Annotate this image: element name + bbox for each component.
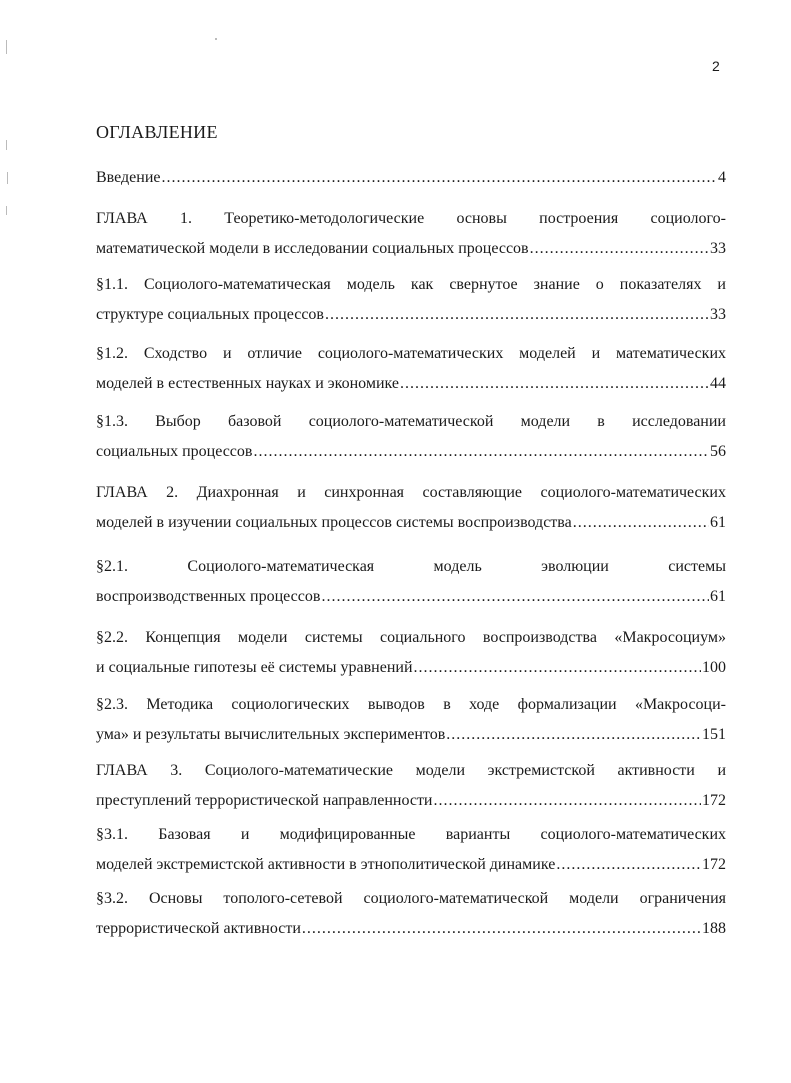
toc-page-number: 100 [702,659,726,676]
toc-line [96,582,726,612]
toc-page-number: 61 [710,514,726,531]
dot-leader [434,786,702,816]
dot-leader [446,720,701,750]
toc-entry-text: ГЛАВА 2. Диахронная и синхронная составляющие социолого-математических [96,484,726,501]
toc-page-number: 151 [702,726,726,743]
toc-entry-text: §2.3. Методика социологических выводов в ходе формализации «Макросоци- [96,696,726,713]
toc-entry-text: математической модели в исследовании социальных процессов [96,240,529,257]
toc-page-number: 188 [702,920,726,937]
toc-line [96,653,726,683]
toc-entry-text: социальных процессов [96,443,253,460]
toc-entry-text: §3.2. Основы тополого-сетевой социолого-математической модели ограничения [96,890,726,907]
toc-entry-section-1-2 [96,339,726,399]
toc-page-number: 56 [710,443,726,460]
toc-entry-text: §1.1. Социолого-математическая модель как свернутое знание о показателях и [96,276,726,293]
toc-entry-text: §1.3. Выбор базовой социолого-математической модели в исследовании [96,413,726,430]
toc-entry-text: террористической активности [96,920,301,937]
toc-entry-text: моделей в естественных науках и экономике [96,375,400,392]
toc-entry-text: ГЛАВА 1. Теоретико-методологические основы построения социолого- [96,210,726,227]
toc-line [96,720,726,750]
toc-entry-section-2-1 [96,552,726,612]
toc-entry-text: моделей в изучении социальных процессов системы воспроизводства [96,514,572,531]
scan-artifact [7,172,8,184]
toc-entry-section-1-3 [96,407,726,467]
toc-entry-text: моделей экстремистской активности в этнополитической динамике [96,856,556,873]
dot-leader [325,300,709,330]
page-number: 2 [712,58,720,74]
toc-entry-text: Введение [96,169,161,186]
dot-leader [321,582,709,612]
toc-line [96,437,726,467]
toc-entry-text: §3.1. Базовая и модифицированные варианты социолого-математических [96,826,726,843]
dot-leader [530,234,709,264]
toc-entry-chapter-2 [96,478,726,538]
toc-entry-chapter-1 [96,204,726,264]
toc-entry-text: структуре социальных процессов [96,306,324,323]
toc-line [96,163,726,193]
toc-page-number: 172 [702,792,726,809]
toc-entry-section-1-1 [96,270,726,330]
toc-entry-section-2-3 [96,690,726,750]
toc-entry-section-3-1 [96,820,726,880]
toc-page-number: 172 [702,856,726,873]
toc-title: ОГЛАВЛЕНИЕ [96,122,218,142]
toc-line [96,369,726,399]
toc-page-number: 4 [718,169,726,186]
toc-line [96,914,726,944]
toc-page-number: 44 [710,375,726,392]
dot-leader [400,369,709,399]
toc-entry-text: воспроизводственных процессов [96,588,321,605]
dot-leader [253,437,709,467]
toc-line [96,234,726,264]
dot-leader [162,163,718,193]
toc-entry-text: §2.1. Социолого-математическая модель эволюции системы [96,558,726,575]
toc-entry-section-3-2 [96,884,726,944]
dot-leader [302,914,701,944]
scan-artifact [6,40,7,54]
toc-entry-text: преступлений террористической направленности [96,792,433,809]
toc-line [96,300,726,330]
toc-entry-text: §2.2. Концепция модели системы социального воспроизводства «Макросоциум» [96,629,726,646]
toc-page-number: 33 [710,240,726,257]
toc-entry-section-2-2 [96,623,726,683]
toc-page-number: 33 [710,306,726,323]
toc-entry-text: §1.2. Сходство и отличие социолого-математических моделей и математических [96,345,726,362]
toc-entry-text: ГЛАВА 3. Социолого-математические модели экстремистской активности и [96,762,726,779]
toc-entry-introduction [96,163,726,193]
toc-line [96,786,726,816]
toc-page-number: 61 [710,588,726,605]
dot-leader [556,850,701,880]
scan-artifact [6,206,7,215]
toc-line [96,508,726,538]
dot-leader [414,653,701,683]
toc-line [96,850,726,880]
scan-artifact [215,38,217,40]
toc-entry-chapter-3 [96,756,726,816]
scan-artifact [6,140,7,150]
toc-entry-text: ума» и результаты вычислительных экспериментов [96,726,446,743]
toc-entry-text: и социальные гипотезы её системы уравнений [96,659,413,676]
dot-leader [573,508,709,538]
